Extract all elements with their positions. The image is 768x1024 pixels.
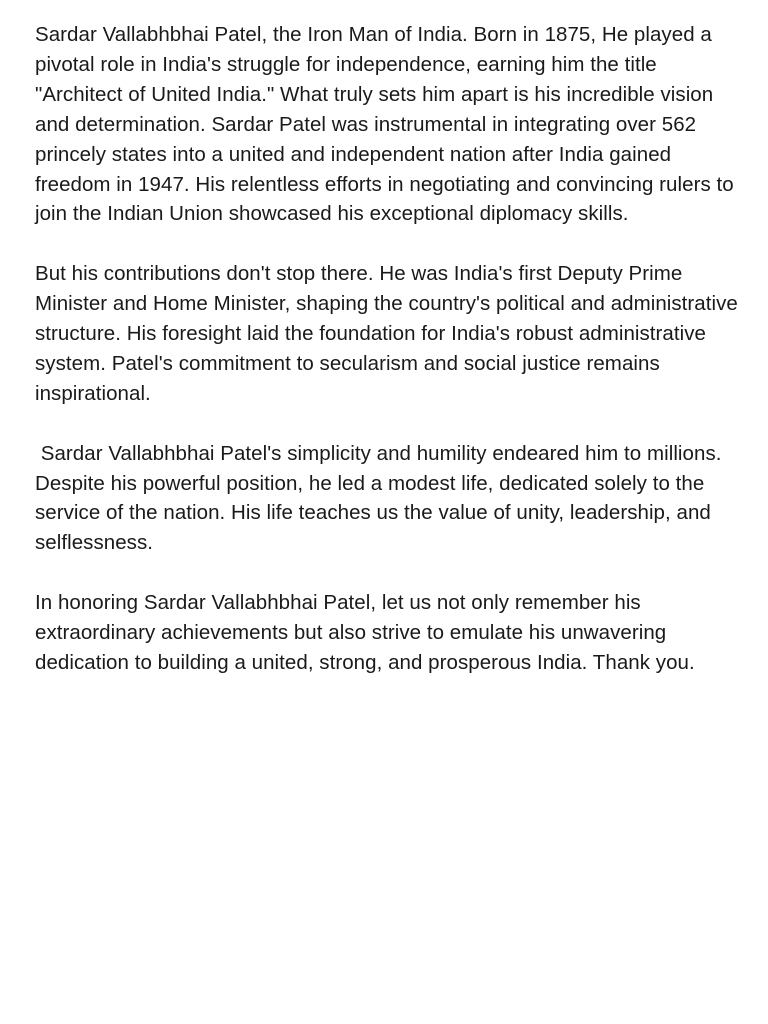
paragraph-3: Sardar Vallabhbhai Patel's simplicity and humility endeared him to millions. Despite his powerful position, he led a modest life, dedicated solely to the service of the nation. His life teaches us the value of unity, leadership, and selflessness.: [35, 441, 728, 555]
paragraph-1: Sardar Vallabhbhai Patel, the Iron Man of India. Born in 1875, He played a pivotal role in India's struggle for independence, earning him the title "Architect of United India." What truly sets him apart is his incredible vision and determination. Sardar Patel was instrumental in integrating over 562 princely states into a united and independent nation after India gained freedom in 1947. His relentless efforts in negotiating and convincing rulers to join the Indian Union showcased his exceptional diplomacy skills.: [35, 23, 740, 226]
paragraph-4: In honoring Sardar Vallabhbhai Patel, let us not only remember his extraordinary achievements but also strive to emulate his unwavering dedication to building a united, strong, and prosperous India. Thank you.: [35, 591, 695, 674]
paragraph-2: But his contributions don't stop there. He was India's first Deputy Prime Minister and Home Minister, shaping the country's political and administrative structure. His foresight laid the foundation for India's robust administrative system. Patel's commitment to secularism and social justice remains inspirational.: [35, 262, 744, 405]
document-body: [35, 20, 744, 678]
